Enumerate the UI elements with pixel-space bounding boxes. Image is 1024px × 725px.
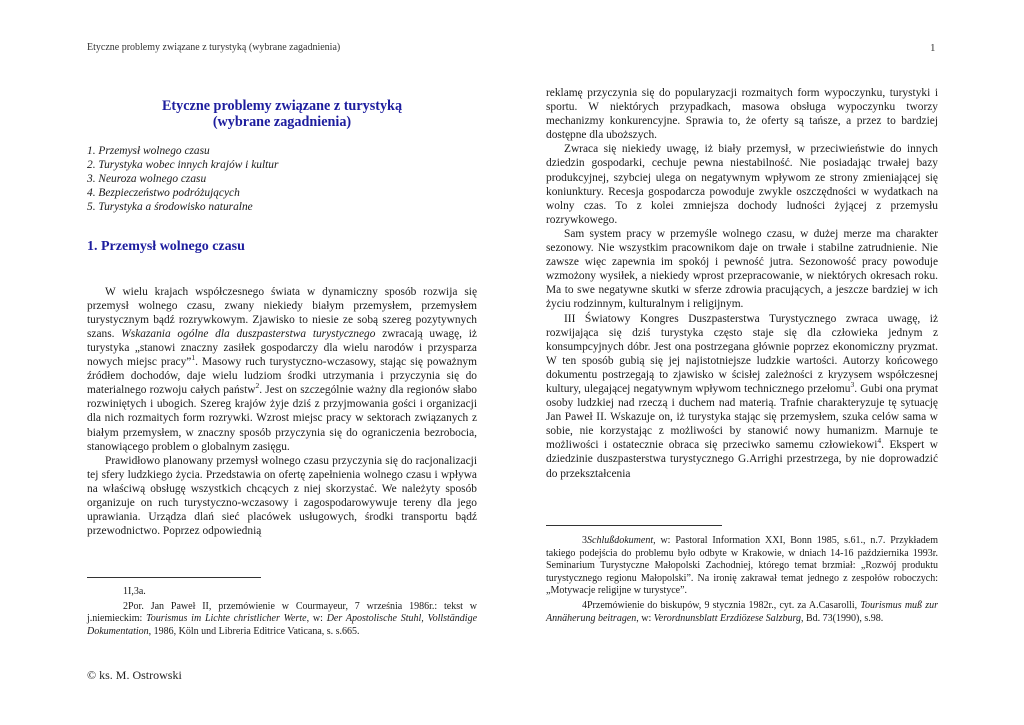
footnote-number: 4 <box>582 599 587 611</box>
footnote-divider <box>87 577 261 578</box>
footnotes-left <box>87 586 477 640</box>
text-run: . Ekspert w dziedzinie duszpasterstwa turystycznego G.Arrighi przestrzega, by nie doprowadzić do przekształcenia <box>546 439 938 480</box>
text-run: . Gubi ona prymat osoby ludzkiej nad rzeczą i duchem nad materią. Trafnie charakteryzuje tę sytuację Jan Paweł II. Wskazuje on, iż turystyka stając się przemysłem, szuka celów sama w sobie, nie korzystając z możliwości by stanowić nowy humanizm. Marnuje te możliwości i ostatecznie obraca się przeciwko samemu człowiekowi <box>546 382 938 452</box>
italic-title: Wskazania ogólne dla duszpasterstwa turystycznego <box>121 327 376 340</box>
running-header: Etyczne problemy związane z turystyką (wybrane zagadnienia) <box>87 42 341 53</box>
paragraph: Sam system pracy w przemyśle wolnego czasu, w dużej merze ma charakter sezonowy. Nie wszystkim pracownikom daje on trwałe i stabilne zatrudnienie. Nie zawsze więc zapewnia im spokój i pewność jutra. Sezonowość pracy powoduje wzmożony wysiłek, a niekiedy wprost przepracowanie, w niektórych okresach roku. Ma to swe negatywne skutki w sferze zdrowia pracujących, a jeszcze bardziej w ich życiu rodzinnym, kulturalnym i religijnym. <box>546 227 938 311</box>
footnote-text: , w: Pastoral Information XXI, Bonn 1985, s.61., n.7. Przykładem takiego podejścia do problemu było odbyte w Krakowie, w dniach 14-16 października 1993r. Seminarium Turystyczne Małopolski Zachodniej, którego temat brzmiał: „Rozwój produktu turystycznego regionu Małopolski”. Na ironię zakrawał temat jednego z zespołów roboczych: „Motywacje religijne w turystyce”. <box>546 535 938 597</box>
section-heading: 1. Przemysł wolnego czasu <box>87 239 245 255</box>
italic-title: Schlußdokument <box>587 535 654 546</box>
footnote-ref[interactable]: 1 <box>191 353 196 363</box>
footnote <box>87 601 477 639</box>
footnote-text: Por. Jan Paweł II, przemówienie w Courmayeur, 7 września 1986r.: tekst w j.niemieckim: <box>87 600 477 625</box>
footnote-text: , w: <box>306 613 323 625</box>
paragraph <box>87 285 477 454</box>
document-title <box>87 98 477 130</box>
right-column <box>546 86 938 481</box>
footnote <box>546 535 938 598</box>
footnote-divider <box>546 525 722 526</box>
footnote <box>87 586 477 599</box>
title-line-2: (wybrane zagadnienia) <box>212 114 352 130</box>
footnotes-right <box>546 535 938 627</box>
footnote-ref[interactable]: 2 <box>255 381 260 391</box>
text-run: zwracają uwagę, iż turystyka „stanowi znaczny zasiłek gospodarczy dla wielu narodów i przysparza nowych miejsc pracy” <box>87 327 477 369</box>
title-line-1: Etyczne problemy związane z turystyką <box>161 98 403 114</box>
footnote-number: 3 <box>582 535 587 546</box>
table-of-contents <box>87 144 477 214</box>
paragraph: reklamę przyczynia się do popularyzacji rozmaitych form wypoczynku, turystyki i sportu. W niektórych przypadkach, masowa obsługa wypoczynku tworzy mechanizmy konkurencyjne. Sprawia to, że oferty są tańsze, a przez to bardziej dostępne dla uboższych. <box>546 87 938 142</box>
text-run: . Masowy ruch turystyczno-wczasowy, stając się poważnym źródłem dochodów, daje wielu ludziom środki utrzymania i przyczynia się do materialnego rozwoju całych państw <box>87 356 477 397</box>
footnote-number: 2 <box>123 600 128 612</box>
toc-item: 1. Przemysł wolnego czasu <box>87 145 210 157</box>
left-column <box>87 98 477 538</box>
footnote-ref[interactable]: 4 <box>877 436 882 446</box>
paragraph <box>546 312 938 481</box>
page-footer: © ks. M. Ostrowski <box>87 668 182 682</box>
italic-title: Der Apostolische Stuhl, Vollständige Dokumentation <box>87 613 478 637</box>
footnote-text: , Bd. 73(1990), s.98. <box>801 612 884 624</box>
italic-title: Tourismus muß zur Annäherung beitragen <box>546 599 938 624</box>
text-run: W wielu krajach współczesnego świata w dynamiczny sposób rozwija się przemysł wolnego czasu, zwany niekiedy białym przemysłem, przemysłem turystycznym bądź rozrywkowym. Zjawisko to niesie ze sobą szereg pozytywnych szans. <box>87 285 477 340</box>
italic-title: Tourismus im Lichte christlicher Werte <box>146 613 307 625</box>
footnote-text: I,3a. <box>128 586 146 597</box>
paragraph: Zwraca się niekiedy uwagę, iż biały przemysł, w przeciwieństwie do innych dziedzin gospodarki, cechuje pewna niestabilność. Nie posiadając trwałej bazy produkcyjnej, szybciej ulega on negatywnym wpływom ze strony zmieniającej się koniunktury. Recesja gospodarcza powoduje zwykle oszczędności w wydatkach na wolny czas. To z kolei zmniejsza dochody ludności żyjącej z przemysłu rozrywkowego. <box>546 143 938 226</box>
text-run: . Jest on szczególnie ważny dla regionów słabo rozwiniętych i ubogich. Szereg krajów żyje dziś z przyjmowania gości i organizacji dla nich rozmaitych form rozrywki. Wzrost miejsc pracy w sektorach związanych z białym przemysłem, w znaczny sposób przyczynia się do ograniczenia bezrobocia, stanowiącego problem o globalnym zasięgu. <box>87 384 477 453</box>
toc-item: 2. Turystyka wobec innych krajów i kultur <box>87 159 279 172</box>
toc-item: 3. Neuroza wolnego czasu <box>87 173 207 186</box>
text-run: III Światowy Kongres Duszpasterstwa Turystycznego zwraca uwagę, iż rozwijająca się dziś turystyka często staje się dla człowieka jednym z konsumpcyjnych dóbr. Jest ona postrzegana głównie poprzez ekonomiczny pryzmat. W ten sposób gubią się jej najistotniejsze ludzkie wartości. Autorzy końcowego dokumentu postrzegają to zjawisko w ścisłej zależności z kryzysem współczesnej kultury, ulegającej negatywnym wpływom technicznego przełomu <box>546 312 938 395</box>
footnote-text: , w: <box>636 612 652 624</box>
footnote <box>546 600 938 625</box>
toc-item: 4. Bezpieczeństwo podróżujących <box>87 187 240 200</box>
footnote-text: , 1986, Köln und Libreria Editrice Vaticana, s. s.665. <box>148 625 360 637</box>
toc-item: 5. Turystyka a środowisko naturalne <box>87 201 253 214</box>
paragraph: Prawidłowo planowany przemysł wolnego czasu przyczynia się do racjonalizacji tej sfery ludzkiego życia. Przedstawia on ofertę zapełnienia wolnego czasu i wpływa na właściwą obsługę wszystkich chcących z niej skorzystać. We należyty sposób organizuje on ruch turystyczno-wczasowy i zagospodarowywuje tereny dla jego uprawiania. Urządza dlań sieć placówek usługowych, środki transportu bądź przewodnictwo. Poprzez odpowiednią <box>87 454 477 538</box>
footnote-text: Przemówienie do biskupów, 9 stycznia 1982r., cyt. za A.Casarolli, <box>587 599 858 611</box>
footnote-ref[interactable]: 3 <box>850 380 855 390</box>
page-number: 1 <box>930 42 936 54</box>
italic-title: Verordnunsblatt Erzdiözese Salzburg <box>653 612 801 624</box>
footnote-number: 1 <box>123 586 128 597</box>
